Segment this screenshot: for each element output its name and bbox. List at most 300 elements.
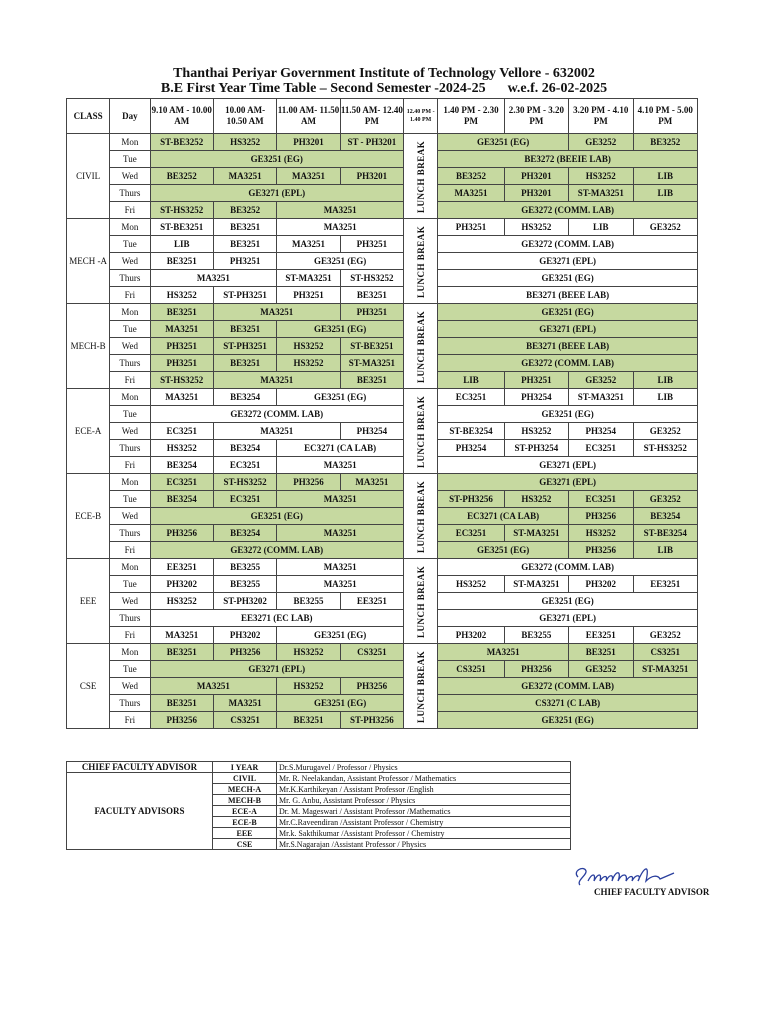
course-cell: MA3251 (277, 491, 404, 508)
course-cell: PH3202 (150, 576, 213, 593)
day-label: Thurs (110, 695, 150, 712)
course-cell: HS3252 (569, 168, 633, 185)
course-cell: MA3251 (213, 304, 340, 321)
col-class: CLASS (67, 99, 110, 134)
timetable-row (67, 304, 698, 321)
course-cell: GE3271 (EPL) (438, 321, 698, 338)
course-cell: PH3256 (277, 474, 340, 491)
course-cell: BE3251 (213, 355, 276, 372)
course-cell: EE3251 (340, 593, 403, 610)
timetable-row (67, 576, 698, 593)
course-cell: PH3256 (340, 678, 403, 695)
day-label: Mon (110, 134, 150, 151)
day-label: Tue (110, 576, 150, 593)
advisor-name: Mr. G. Anbu, Assistant Professor / Physics (277, 795, 571, 806)
day-label: Wed (110, 508, 150, 525)
timetable-row (67, 491, 698, 508)
course-cell: GE3251 (EG) (150, 151, 404, 168)
course-cell: ST-MA3251 (504, 525, 568, 542)
course-cell: BE3252 (213, 202, 276, 219)
course-cell: HS3252 (277, 644, 340, 661)
course-cell: MA3251 (277, 559, 404, 576)
course-cell: HS3252 (504, 219, 568, 236)
wef-date: w.e.f. 26-02-2025 (507, 81, 608, 96)
timetable-row (67, 712, 698, 729)
lunch-break: LUNCH BREAK (404, 474, 438, 559)
course-cell: PH3254 (438, 440, 504, 457)
lunch-break: LUNCH BREAK (404, 219, 438, 304)
lunch-break: LUNCH BREAK (404, 134, 438, 219)
course-cell: ST-MA3251 (633, 661, 698, 678)
course-cell: LIB (633, 372, 698, 389)
course-cell: BE3255 (277, 593, 340, 610)
day-label: Thurs (110, 525, 150, 542)
course-cell: BE3254 (633, 508, 698, 525)
lunch-break: LUNCH BREAK (404, 559, 438, 644)
class-name: MECH-B (67, 304, 110, 389)
chief-advisor-name: Dr.S.Murugavel / Professor / Physics (277, 762, 571, 773)
course-cell: ST-HS3252 (150, 202, 213, 219)
course-cell: GE3251 (EG) (277, 253, 404, 270)
course-cell: BE3254 (150, 491, 213, 508)
day-label: Mon (110, 474, 150, 491)
course-cell: BE3251 (150, 304, 213, 321)
advisor-name: Dr. M. Mageswari / Assistant Professor /Mathematics (277, 806, 571, 817)
class-name: CSE (67, 644, 110, 729)
course-cell: MA3251 (213, 168, 276, 185)
course-cell: HS3252 (277, 355, 340, 372)
course-cell: PH3254 (340, 423, 403, 440)
day-label: Fri (110, 542, 150, 559)
course-cell: HS3252 (277, 338, 340, 355)
course-cell: ST-HS3252 (340, 270, 403, 287)
course-cell: ST-HS3252 (213, 474, 276, 491)
col-period-7: 3.20 PM - 4.10 PM (569, 99, 633, 134)
course-cell: GE3271 (EPL) (150, 185, 404, 202)
signature-caption: CHIEF FACULTY ADVISOR (594, 887, 710, 897)
course-cell: LIB (150, 236, 213, 253)
course-cell: GE3271 (EPL) (438, 253, 698, 270)
course-cell: MA3251 (150, 389, 213, 406)
day-label: Tue (110, 491, 150, 508)
timetable-row (67, 593, 698, 610)
day-label: Fri (110, 372, 150, 389)
course-cell: PH3254 (504, 389, 568, 406)
advisor-name: Mr.S.Nagarajan /Assistant Professor / Physics (277, 839, 571, 850)
timetable-row (67, 389, 698, 406)
course-cell: EC3251 (150, 474, 213, 491)
timetable-row (67, 151, 698, 168)
course-cell: CS3251 (438, 661, 504, 678)
course-cell: HS3252 (150, 287, 213, 304)
course-cell: BE3251 (150, 644, 213, 661)
course-cell: GE3251 (EG) (438, 134, 569, 151)
day-label: Tue (110, 151, 150, 168)
timetable-subtitle (0, 81, 768, 97)
timetable-row (67, 202, 698, 219)
advisor-name: Mr. R. Neelakandan, Assistant Professor / Mathematics (277, 773, 571, 784)
course-cell: PH3202 (213, 627, 276, 644)
course-cell: GE3271 (EPL) (438, 474, 698, 491)
day-label: Fri (110, 202, 150, 219)
course-cell: GE3251 (EG) (277, 627, 404, 644)
timetable-row (67, 321, 698, 338)
day-label: Fri (110, 712, 150, 729)
day-label: Tue (110, 321, 150, 338)
course-cell: GE3251 (EG) (150, 508, 404, 525)
timetable-row (67, 355, 698, 372)
course-cell: MA3251 (438, 185, 504, 202)
course-cell: BE3254 (150, 457, 213, 474)
timetable-row (67, 338, 698, 355)
timetable-row (67, 644, 698, 661)
course-cell: MA3251 (150, 321, 213, 338)
course-cell: GE3252 (633, 627, 698, 644)
course-cell: MA3251 (277, 202, 404, 219)
course-cell: MA3251 (277, 236, 340, 253)
course-cell: PH3256 (569, 542, 633, 559)
course-cell: BE3254 (213, 525, 276, 542)
course-cell: PH3202 (438, 627, 504, 644)
advisor-class: CIVIL (213, 773, 277, 784)
course-cell: PH3251 (150, 338, 213, 355)
course-cell: ST-PH3251 (213, 287, 276, 304)
day-label: Thurs (110, 610, 150, 627)
course-cell: LIB (569, 219, 633, 236)
day-label: Wed (110, 253, 150, 270)
course-cell: GE3252 (569, 134, 633, 151)
course-cell: MA3251 (438, 644, 569, 661)
course-cell: PH3201 (504, 168, 568, 185)
timetable-row (67, 627, 698, 644)
col-lunch: 12.40 PM - 1.40 PM (404, 99, 438, 134)
day-label: Wed (110, 423, 150, 440)
course-cell: GE3251 (EG) (277, 389, 404, 406)
day-label: Thurs (110, 355, 150, 372)
timetable-row (67, 610, 698, 627)
advisor-class: MECH-A (213, 784, 277, 795)
timetable-row (67, 695, 698, 712)
class-name: ECE-A (67, 389, 110, 474)
course-cell: BE3251 (150, 253, 213, 270)
course-cell: BE3251 (277, 712, 340, 729)
day-label: Thurs (110, 185, 150, 202)
course-cell: HS3252 (504, 491, 568, 508)
timetable-row (67, 440, 698, 457)
course-cell: GE3251 (EG) (438, 712, 698, 729)
timetable-row (67, 236, 698, 253)
day-label: Wed (110, 678, 150, 695)
col-period-1: 9.10 AM - 10.00 AM (150, 99, 213, 134)
chief-advisor-label: CHIEF FACULTY ADVISOR (67, 762, 213, 773)
course-cell: ST-PH3254 (504, 440, 568, 457)
course-cell: EE3271 (EC LAB) (150, 610, 404, 627)
day-label: Tue (110, 236, 150, 253)
timetable-row (67, 219, 698, 236)
course-cell: GE3272 (COMM. LAB) (438, 355, 698, 372)
class-name: CIVIL (67, 134, 110, 219)
day-label: Mon (110, 559, 150, 576)
course-cell: PH3251 (340, 304, 403, 321)
day-label: Tue (110, 406, 150, 423)
header-row (67, 99, 698, 134)
timetable-row (67, 661, 698, 678)
col-period-8: 4.10 PM - 5.00 PM (633, 99, 698, 134)
class-name: MECH -A (67, 219, 110, 304)
course-cell: MA3251 (277, 576, 404, 593)
course-cell: PH3202 (569, 576, 633, 593)
course-cell: ST-MA3251 (569, 389, 633, 406)
course-cell: BE3252 (633, 134, 698, 151)
advisor-class: EEE (213, 828, 277, 839)
course-cell: MA3251 (277, 168, 340, 185)
course-cell: GE3271 (EPL) (150, 661, 404, 678)
course-cell: PH3256 (569, 508, 633, 525)
course-cell: HS3252 (504, 423, 568, 440)
course-cell: PH3251 (438, 219, 504, 236)
course-cell: ST-HS3252 (633, 440, 698, 457)
course-cell: GE3272 (COMM. LAB) (438, 678, 698, 695)
course-cell: PH3251 (277, 287, 340, 304)
advisor-name: Mr.k. Sakthikumar /Assistant Professor / Chemistry (277, 828, 571, 839)
advisor-class: ECE-A (213, 806, 277, 817)
course-cell: PH3256 (504, 661, 568, 678)
course-cell: HS3252 (277, 678, 340, 695)
course-cell: BE3254 (213, 440, 276, 457)
course-cell: GE3251 (EG) (438, 542, 569, 559)
timetable-row (67, 406, 698, 423)
day-label: Wed (110, 593, 150, 610)
course-cell: EE3251 (150, 559, 213, 576)
day-label: Mon (110, 304, 150, 321)
course-cell: LIB (633, 389, 698, 406)
course-cell: BE3252 (438, 168, 504, 185)
institute-title: Thanthai Periyar Government Institute of Technology Vellore - 632002 (173, 66, 595, 81)
course-cell: MA3251 (213, 372, 340, 389)
course-cell: ST-MA3251 (277, 270, 340, 287)
course-cell: ST-PH3256 (438, 491, 504, 508)
course-cell: PH3256 (213, 644, 276, 661)
day-label: Wed (110, 168, 150, 185)
advisor-row (67, 773, 571, 784)
course-cell: ST-BE3254 (438, 423, 504, 440)
course-cell: EC3271 (CA LAB) (438, 508, 569, 525)
course-cell: ST-MA3251 (569, 185, 633, 202)
col-period-2: 10.00 AM- 10.50 AM (213, 99, 276, 134)
course-cell: BE3251 (213, 236, 276, 253)
course-cell: EC3251 (438, 525, 504, 542)
course-cell: BE3271 (BEEE LAB) (438, 287, 698, 304)
course-cell: ST - PH3201 (340, 134, 403, 151)
timetable-row (67, 423, 698, 440)
course-cell: CS3251 (340, 644, 403, 661)
course-cell: MA3251 (213, 423, 340, 440)
course-cell: BE3251 (569, 644, 633, 661)
course-cell: HS3252 (150, 593, 213, 610)
course-cell: ST-HS3252 (150, 372, 213, 389)
course-cell: LIB (633, 542, 698, 559)
advisor-class: MECH-B (213, 795, 277, 806)
course-cell: ST-BE3254 (633, 525, 698, 542)
course-cell: GE3252 (633, 491, 698, 508)
timetable-row (67, 134, 698, 151)
lunch-break: LUNCH BREAK (404, 644, 438, 729)
course-cell: LIB (633, 185, 698, 202)
course-cell: BE3251 (150, 695, 213, 712)
day-label: Wed (110, 338, 150, 355)
course-cell: BE3252 (150, 168, 213, 185)
class-name: ECE-B (67, 474, 110, 559)
col-period-4: 11.50 AM- 12.40 PM (340, 99, 403, 134)
course-cell: ST-BE3251 (340, 338, 403, 355)
course-cell: PH3251 (213, 253, 276, 270)
course-cell: GE3251 (EG) (438, 270, 698, 287)
lunch-break: LUNCH BREAK (404, 304, 438, 389)
course-cell: ST-MA3251 (504, 576, 568, 593)
chief-advisor-key: I YEAR (213, 762, 277, 773)
course-cell: BE3254 (213, 389, 276, 406)
timetable-row (67, 287, 698, 304)
course-cell: PH3201 (277, 134, 340, 151)
course-cell: GE3271 (EPL) (438, 457, 698, 474)
class-name: EEE (67, 559, 110, 644)
course-cell: MA3251 (213, 695, 276, 712)
timetable-row (67, 525, 698, 542)
course-cell: EC3251 (438, 389, 504, 406)
course-cell: BE3251 (213, 219, 276, 236)
timetable-row (67, 542, 698, 559)
day-label: Fri (110, 457, 150, 474)
course-cell: GE3251 (EG) (277, 321, 404, 338)
course-cell: GE3272 (COMM. LAB) (438, 202, 698, 219)
course-cell: MA3251 (340, 474, 403, 491)
course-cell: GE3251 (EG) (438, 593, 698, 610)
signature-image (570, 855, 680, 891)
course-cell: CS3251 (633, 644, 698, 661)
timetable-row (67, 474, 698, 491)
course-cell: PH3251 (504, 372, 568, 389)
course-cell: GE3272 (COMM. LAB) (150, 542, 404, 559)
course-cell: BE3251 (340, 287, 403, 304)
course-cell: EC3251 (213, 491, 276, 508)
timetable-row (67, 253, 698, 270)
course-cell: HS3252 (438, 576, 504, 593)
course-cell: MA3251 (150, 270, 277, 287)
faculty-advisors-label: FACULTY ADVISORS (67, 773, 213, 850)
course-cell: LIB (438, 372, 504, 389)
timetable-row (67, 457, 698, 474)
day-label: Fri (110, 287, 150, 304)
course-cell: ST-MA3251 (340, 355, 403, 372)
course-cell: PH3251 (150, 355, 213, 372)
course-cell: HS3252 (150, 440, 213, 457)
course-cell: ST-PH3202 (213, 593, 276, 610)
course-cell: GE3252 (569, 372, 633, 389)
timetable-row (67, 185, 698, 202)
course-cell: PH3254 (569, 423, 633, 440)
col-day: Day (110, 99, 150, 134)
advisor-name: Mr.K.Karthikeyan / Assistant Professor /English (277, 784, 571, 795)
course-cell: PH3201 (340, 168, 403, 185)
course-cell: PH3251 (340, 236, 403, 253)
course-cell: GE3272 (COMM. LAB) (438, 236, 698, 253)
course-cell: BE3251 (340, 372, 403, 389)
course-cell: EE3251 (633, 576, 698, 593)
timetable (66, 98, 698, 729)
day-label: Mon (110, 389, 150, 406)
course-cell: BE3255 (504, 627, 568, 644)
timetable-row (67, 270, 698, 287)
col-period-5: 1.40 PM - 2.30 PM (438, 99, 504, 134)
course-cell: MA3251 (277, 525, 404, 542)
course-cell: ST-BE3251 (150, 219, 213, 236)
course-cell: GE3251 (EG) (438, 304, 698, 321)
course-cell: HS3252 (569, 525, 633, 542)
course-cell: MA3251 (150, 678, 277, 695)
course-cell: PH3256 (150, 525, 213, 542)
course-cell: GE3252 (569, 661, 633, 678)
course-cell: CS3271 (C LAB) (438, 695, 698, 712)
course-cell: GE3271 (EPL) (438, 610, 698, 627)
advisor-class: CSE (213, 839, 277, 850)
course-cell: MA3251 (277, 219, 404, 236)
timetable-body (67, 134, 698, 729)
course-cell: BE3255 (213, 559, 276, 576)
timetable-row (67, 168, 698, 185)
day-label: Tue (110, 661, 150, 678)
timetable-row (67, 508, 698, 525)
course-cell: GE3252 (633, 219, 698, 236)
course-cell: PH3201 (504, 185, 568, 202)
course-cell: EC3251 (213, 457, 276, 474)
course-cell: GE3252 (633, 423, 698, 440)
day-label: Thurs (110, 270, 150, 287)
course-cell: HS3252 (213, 134, 276, 151)
timetable-row (67, 559, 698, 576)
course-cell: BE3255 (213, 576, 276, 593)
timetable-row (67, 678, 698, 695)
timetable-row (67, 372, 698, 389)
course-cell: EC3251 (569, 440, 633, 457)
advisor-class: ECE-B (213, 817, 277, 828)
course-cell: ST-PH3256 (340, 712, 403, 729)
course-cell: GE3272 (COMM. LAB) (150, 406, 404, 423)
course-cell: ST-BE3252 (150, 134, 213, 151)
course-cell: MA3251 (150, 627, 213, 644)
day-label: Thurs (110, 440, 150, 457)
day-label: Fri (110, 627, 150, 644)
course-cell: EC3271 (CA LAB) (277, 440, 404, 457)
advisor-name: Mr.C.Raveendiran /Assistant Professor / Chemistry (277, 817, 571, 828)
course-cell: MA3251 (277, 457, 404, 474)
course-cell: EC3251 (150, 423, 213, 440)
course-cell: LIB (633, 168, 698, 185)
course-cell: BE3271 (BEEE LAB) (438, 338, 698, 355)
course-cell: GE3272 (COMM. LAB) (438, 559, 698, 576)
course-cell: GE3251 (EG) (438, 406, 698, 423)
col-period-3: 11.00 AM- 11.50 AM (277, 99, 340, 134)
course-cell: ST-PH3251 (213, 338, 276, 355)
course-cell: BE3272 (BEEIE LAB) (438, 151, 698, 168)
col-period-6: 2.30 PM - 3.20 PM (504, 99, 568, 134)
course-cell: EE3251 (569, 627, 633, 644)
faculty-advisors-table (66, 761, 571, 850)
day-label: Mon (110, 219, 150, 236)
lunch-break: LUNCH BREAK (404, 389, 438, 474)
day-label: Mon (110, 644, 150, 661)
course-cell: CS3251 (213, 712, 276, 729)
semester-title: B.E First Year Time Table – Second Semester -2024-25 (160, 81, 486, 96)
